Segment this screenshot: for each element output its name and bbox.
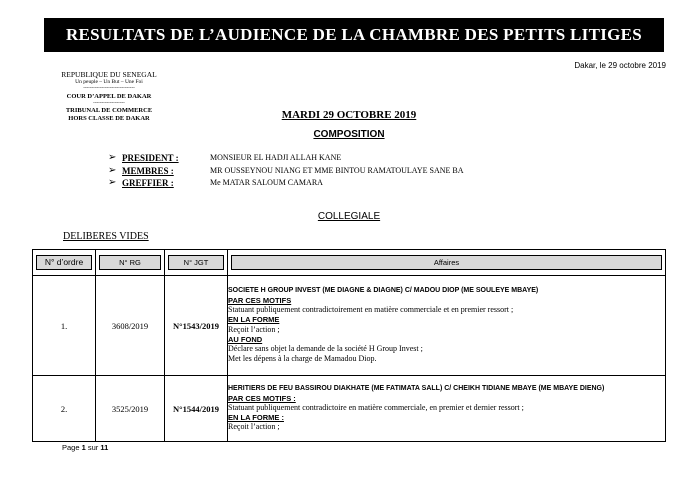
sur-word: sur [87,443,99,452]
collegiale-heading: COLLEGIALE [317,211,381,222]
header-ordre-cell [33,250,96,276]
composition-label: MEMBRES : [122,165,174,176]
ruling-text: Statuant publiquement contradictoire en matière commerciale, en premier et dernier ressort ; [228,402,524,412]
table-header-row [33,250,666,276]
cell-rg: 3608/2019 [96,276,165,376]
cell-ordre: 2. [33,376,96,442]
header-jgt-cell [165,250,228,276]
composition-title: COMPOSITION [313,129,385,140]
page-total: 11 [100,443,109,452]
cell-jgt: N°1543/2019 [165,276,228,376]
table-row [33,276,666,376]
section-title: DELIBERES VIDES [63,231,149,242]
composition-value: Me MATAR SALOUM CAMARA [210,178,323,187]
page-number: 1 [81,443,86,452]
composition-row-president [108,152,341,163]
ruling-text: Reçoit l’action ; [228,324,280,334]
header-affaires: Affaires [231,255,662,270]
separator-line: ------------------------------- [83,86,135,92]
ruling-text: Reçoit l’action ; [228,422,280,432]
national-motto: Un peuple – Un But – Une Foi [75,79,143,86]
arrow-bullet-icon: ➢ [108,152,117,163]
page-footer [62,443,108,452]
header-affaires-cell [228,250,666,276]
section-heading: EN LA FORME [228,315,280,325]
section-heading: PAR CES MOTIFS [228,295,292,305]
composition-value: MR OUSSEYNOU NIANG ET MME BINTOU RAMATOULAYE SANE BA [210,166,464,175]
court-name: COUR D’APPEL DE DAKAR [66,92,152,100]
arrow-bullet-icon: ➢ [108,177,117,188]
section-heading: PAR CES MOTIFS : [228,393,296,403]
composition-label: PRESIDENT : [122,152,179,163]
hearing-date-title: MARDI 29 OCTOBRE 2019 [281,109,417,121]
section-heading: AU FOND [228,334,263,344]
composition-row-greffier [108,177,323,188]
composition-label: GREFFIER : [122,177,174,188]
arrow-bullet-icon: ➢ [108,165,117,176]
document-banner-title: RESULTATS DE L’AUDIENCE DE LA CHAMBRE DES PETITS LITIGES [44,18,664,52]
cell-jgt: N°1544/2019 [165,376,228,442]
ruling-text: Déclare sans objet la demande de la société H Group Invest ; [228,343,423,353]
header-rg-cell [96,250,165,276]
cell-ordre: 1. [33,276,96,376]
header-ordre: N° d’ordre [36,255,92,270]
case-parties: HERITIERS DE FEU BASSIROU DIAKHATE (ME FATIMATA SALL) C/ CHEIKH TIDIANE MBAYE (ME MBAYE DIENG) [228,384,605,392]
header-jgt: N° JGT [168,255,224,270]
separator-line-2: ------------------- [93,100,125,106]
country-name: REPUBLIQUE DU SENEGAL [61,70,157,79]
section-heading: EN LA FORME : [228,412,284,422]
composition-row-membres [108,165,464,176]
ruling-text: Statuant publiquement contradictoirement en matière commerciale et en premier ressort ; [228,305,514,315]
cell-rg: 3525/2019 [96,376,165,442]
ruling-text: Met les dépens à la charge de Mamadou Diop. [228,353,377,363]
cell-affaire [228,376,666,442]
tribunal-name-line2: HORS CLASSE DE DAKAR [68,115,150,122]
page-word: Page [62,443,80,452]
results-table [32,249,666,442]
cell-affaire [228,276,666,376]
case-parties: SOCIETE H GROUP INVEST (ME DIAGNE & DIAGNE) C/ MADOU DIOP (ME SOULEYE MBAYE) [228,287,539,295]
composition-value: MONSIEUR EL HADJI ALLAH KANE [210,153,342,162]
header-rg: N° RG [99,255,161,270]
table-row [33,376,666,442]
date-line: Dakar, le 29 octobre 2019 [574,61,666,70]
tribunal-name-line1: TRIBUNAL DE COMMERCE [65,106,153,114]
